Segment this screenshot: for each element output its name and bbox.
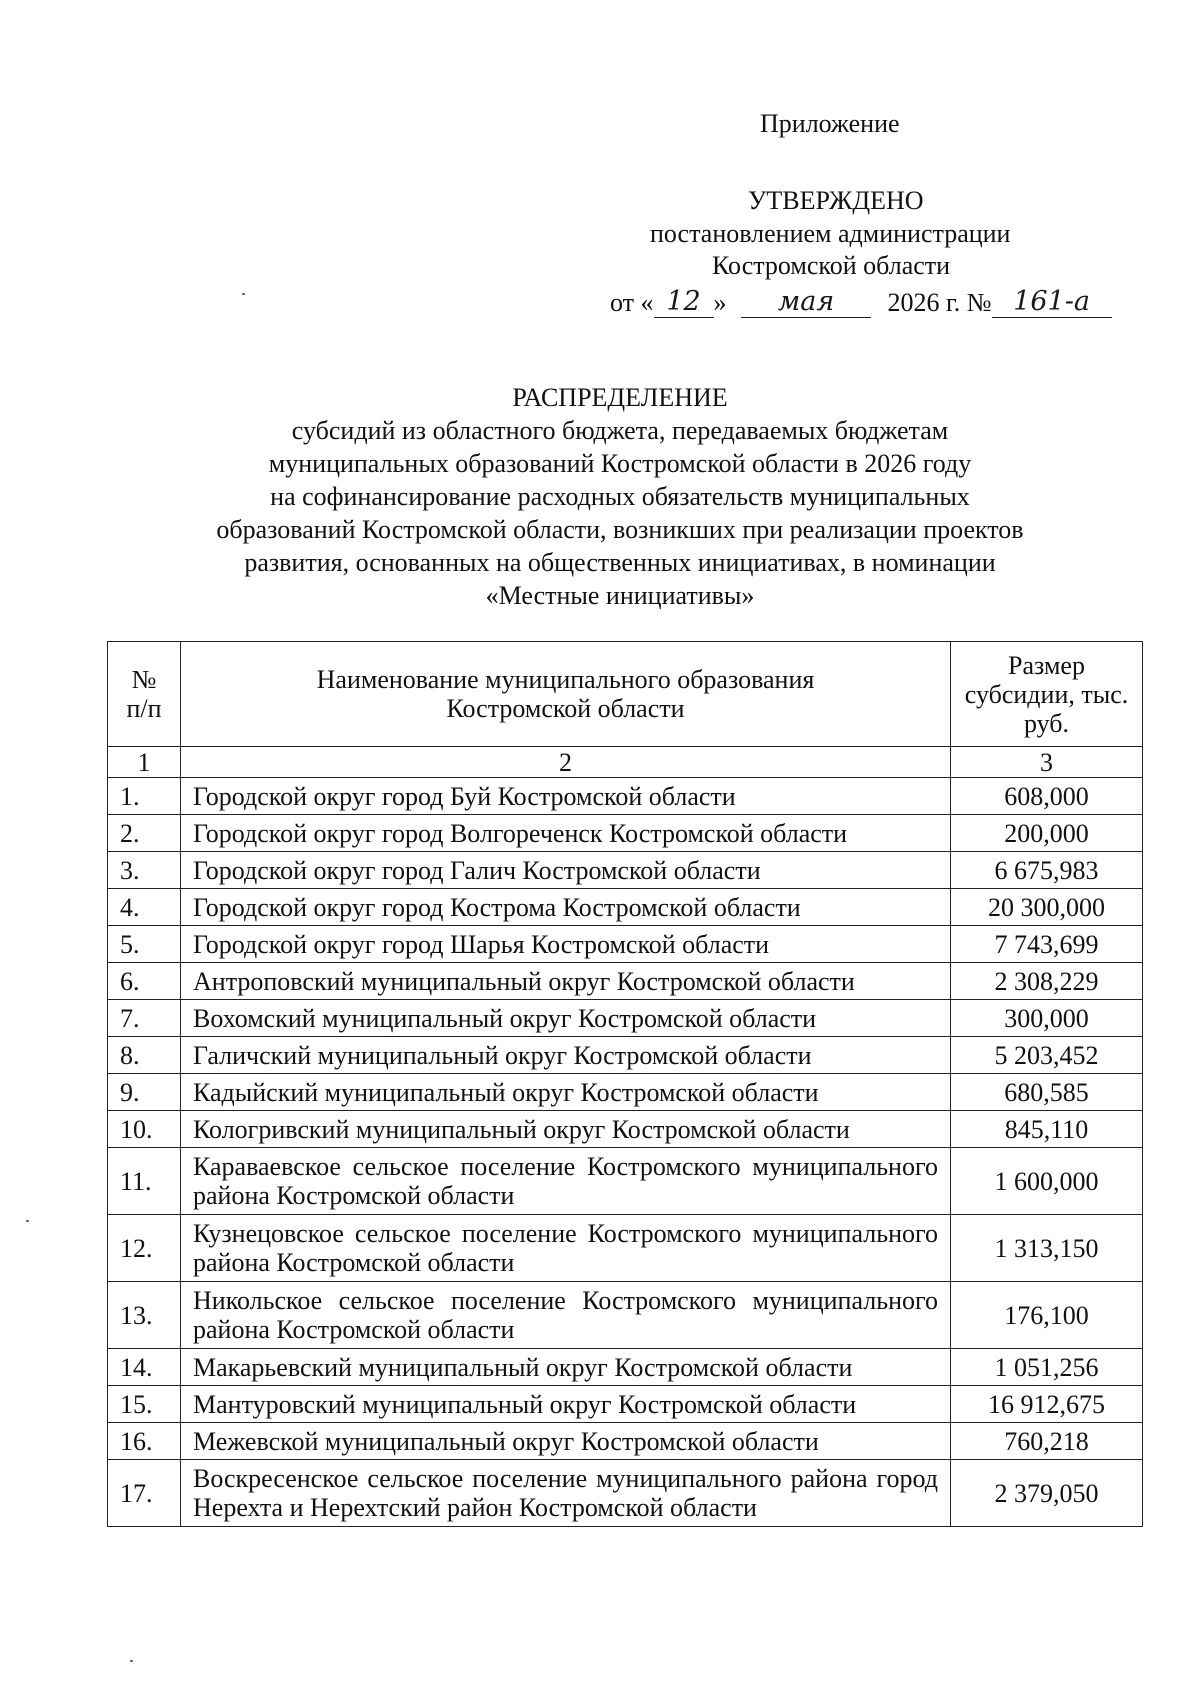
subsidy-amount: 176,100 bbox=[951, 1282, 1143, 1349]
municipality-name: Городской округ город Буй Костромской области bbox=[181, 778, 951, 815]
subsidy-amount: 760,218 bbox=[951, 1423, 1143, 1460]
subsidy-amount: 7 743,699 bbox=[951, 926, 1143, 963]
subsidy-amount: 5 203,452 bbox=[951, 1037, 1143, 1074]
column-number-row bbox=[108, 747, 1143, 778]
column-number: 2 bbox=[181, 747, 951, 778]
municipality-name: Кологривский муниципальный округ Костромской области bbox=[181, 1111, 951, 1148]
subsidy-amount: 20 300,000 bbox=[951, 889, 1143, 926]
row-number: 1. bbox=[108, 778, 181, 815]
date-year: 2026 г. № bbox=[887, 288, 992, 317]
table-row bbox=[108, 1386, 1143, 1423]
title-line: развития, основанных на общественных инициативах, в номинации bbox=[244, 548, 996, 577]
table-row bbox=[108, 1074, 1143, 1111]
approval-stamp-title: УТВЕРЖДЕНО bbox=[748, 186, 924, 215]
resolution-date-line bbox=[610, 286, 1112, 320]
municipality-name: Антроповский муниципальный округ Костромской области bbox=[181, 963, 951, 1000]
handwritten-document-number: 161-а bbox=[992, 286, 1112, 318]
table-row bbox=[108, 815, 1143, 852]
header-amount-line-2: субсидии, тыс. bbox=[964, 679, 1129, 709]
handwritten-day: 12 bbox=[654, 286, 714, 318]
municipality-name: Воскресенское сельское поселение муниципального района город Нерехта и Нерехтский район Костромской области bbox=[181, 1460, 951, 1527]
table-row bbox=[108, 1423, 1143, 1460]
subsidy-amount: 300,000 bbox=[951, 1000, 1143, 1037]
title-line: на софинансирование расходных обязательств муниципальных bbox=[270, 482, 970, 511]
table-row bbox=[108, 1215, 1143, 1282]
title-line: муниципальных образований Костромской области в 2026 году bbox=[268, 449, 972, 478]
title-line: субсидий из областного бюджета, передаваемых бюджетам bbox=[291, 416, 949, 445]
header-number-line-1: № bbox=[131, 665, 157, 694]
row-number: 10. bbox=[108, 1111, 181, 1148]
approved-by-line-1: постановлением администрации bbox=[650, 219, 1011, 248]
row-number: 15. bbox=[108, 1386, 181, 1423]
subsidy-amount: 1 051,256 bbox=[951, 1349, 1143, 1386]
municipality-name: Межевской муниципальный округ Костромской области bbox=[181, 1423, 951, 1460]
document-heading: РАСПРЕДЕЛЕНИЕ bbox=[512, 383, 728, 412]
table-row bbox=[108, 963, 1143, 1000]
municipality-name: Мантуровский муниципальный округ Костромской области bbox=[181, 1386, 951, 1423]
document-title-block bbox=[120, 381, 1120, 612]
subsidy-amount: 608,000 bbox=[951, 778, 1143, 815]
row-number: 12. bbox=[108, 1215, 181, 1282]
scan-speck bbox=[130, 1660, 133, 1662]
subsidy-amount: 2 379,050 bbox=[951, 1460, 1143, 1527]
scan-speck bbox=[242, 293, 245, 295]
header-number bbox=[108, 642, 181, 747]
column-number: 1 bbox=[108, 747, 181, 778]
table-row bbox=[108, 1282, 1143, 1349]
row-number: 16. bbox=[108, 1423, 181, 1460]
table-row bbox=[108, 1111, 1143, 1148]
handwritten-month: мая bbox=[741, 286, 871, 318]
municipality-name: Галичский муниципальный округ Костромской области bbox=[181, 1037, 951, 1074]
header-subsidy-amount bbox=[951, 642, 1143, 747]
table-row bbox=[108, 1000, 1143, 1037]
municipality-name: Городской округ город Галич Костромской области bbox=[181, 852, 951, 889]
subsidy-amount: 680,585 bbox=[951, 1074, 1143, 1111]
municipality-name: Кадыйский муниципальный округ Костромской области bbox=[181, 1074, 951, 1111]
table-header-row bbox=[108, 642, 1143, 747]
row-number: 9. bbox=[108, 1074, 181, 1111]
table-row bbox=[108, 852, 1143, 889]
subsidy-amount: 200,000 bbox=[951, 815, 1143, 852]
municipality-name: Караваевское сельское поселение Костромского муниципального района Костромской области bbox=[181, 1148, 951, 1215]
table-row bbox=[108, 1148, 1143, 1215]
date-close-quote: » bbox=[713, 288, 727, 317]
municipality-name: Вохомский муниципальный округ Костромской области bbox=[181, 1000, 951, 1037]
subsidy-amount: 16 912,675 bbox=[951, 1386, 1143, 1423]
municipality-name: Городской округ город Шарья Костромской области bbox=[181, 926, 951, 963]
row-number: 6. bbox=[108, 963, 181, 1000]
municipality-name: Никольское сельское поселение Костромского муниципального района Костромской области bbox=[181, 1282, 951, 1349]
table-row bbox=[108, 1460, 1143, 1527]
appendix-label: Приложение bbox=[760, 109, 900, 138]
header-municipality bbox=[181, 642, 951, 747]
header-municipality-line-1: Наименование муниципального образования bbox=[316, 665, 815, 694]
row-number: 13. bbox=[108, 1282, 181, 1349]
row-number: 14. bbox=[108, 1349, 181, 1386]
municipality-name: Кузнецовское сельское поселение Костромского муниципального района Костромской области bbox=[181, 1215, 951, 1282]
row-number: 3. bbox=[108, 852, 181, 889]
scan-speck bbox=[26, 1220, 29, 1222]
table-row bbox=[108, 1349, 1143, 1386]
row-number: 4. bbox=[108, 889, 181, 926]
row-number: 7. bbox=[108, 1000, 181, 1037]
row-number: 2. bbox=[108, 815, 181, 852]
municipality-name: Городской округ город Кострома Костромской области bbox=[181, 889, 951, 926]
municipality-name: Макарьевский муниципальный округ Костромской области bbox=[181, 1349, 951, 1386]
table-row bbox=[108, 926, 1143, 963]
header-amount-line-1: Размер bbox=[1008, 650, 1085, 680]
row-number: 11. bbox=[108, 1148, 181, 1215]
column-number: 3 bbox=[951, 747, 1143, 778]
table-row bbox=[108, 1037, 1143, 1074]
row-number: 8. bbox=[108, 1037, 181, 1074]
header-amount-line-3: руб. bbox=[1023, 708, 1070, 738]
table-row bbox=[108, 889, 1143, 926]
header-number-line-2: п/п bbox=[126, 694, 162, 723]
subsidy-amount: 1 600,000 bbox=[951, 1148, 1143, 1215]
subsidy-amount: 1 313,150 bbox=[951, 1215, 1143, 1282]
header-municipality-line-2: Костромской области bbox=[446, 694, 685, 723]
title-line: «Местные инициативы» bbox=[485, 581, 755, 610]
row-number: 5. bbox=[108, 926, 181, 963]
subsidy-amount: 845,110 bbox=[951, 1111, 1143, 1148]
approved-by-line-2: Костромской области bbox=[712, 251, 951, 280]
table-row bbox=[108, 778, 1143, 815]
subsidy-amount: 2 308,229 bbox=[951, 963, 1143, 1000]
subsidy-distribution-table bbox=[107, 641, 1143, 1527]
title-line: образований Костромской области, возникших при реализации проектов bbox=[216, 515, 1024, 544]
municipality-name: Городской округ город Волгореченск Костромской области bbox=[181, 815, 951, 852]
date-prefix: от « bbox=[610, 288, 654, 317]
subsidy-amount: 6 675,983 bbox=[951, 852, 1143, 889]
row-number: 17. bbox=[108, 1460, 181, 1527]
